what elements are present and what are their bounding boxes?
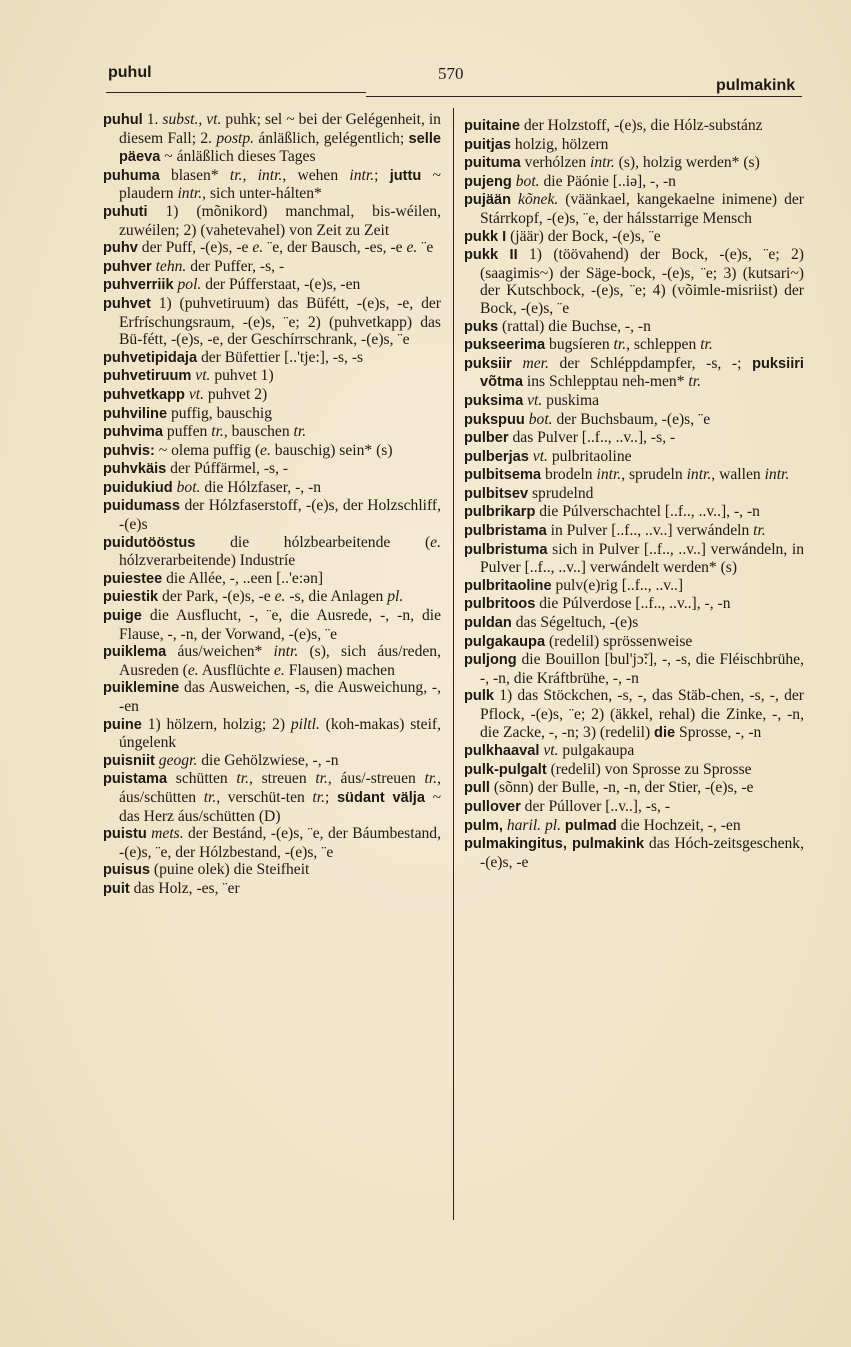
- entry-headword: puidukiud: [103, 479, 173, 496]
- entry-text: , wehen: [282, 166, 350, 184]
- entry-label: tr.: [211, 423, 224, 441]
- entry-text: , schleppen: [626, 336, 701, 354]
- entry-text: hólzverarbeitende) Industríe: [119, 552, 296, 570]
- dictionary-entry: [464, 817, 804, 836]
- entry-text: 1) (töövahend) der Bock, -(e)s, ¨e; 2) (saagimis~) der Säge-bock, -(e)s, ¨e; 3) (kutsari~) der Kutschbock, -(e)s, ¨e; 4) (võimle-misriist) der Bock, -(e)s, ¨e: [480, 246, 804, 317]
- dictionary-entry: [464, 154, 804, 173]
- entry-label: tr.: [613, 336, 627, 354]
- entry-text: die Hólzfaser, -, -n: [200, 478, 322, 496]
- dictionary-entry: [103, 276, 441, 295]
- entry-headword: pulkhaaval: [464, 743, 540, 760]
- entry-headword: puiklemine: [103, 680, 180, 697]
- entry-text: -s, die Anlagen: [285, 588, 388, 606]
- dictionary-entry: [103, 167, 441, 203]
- entry-text: sprudelnd: [528, 484, 594, 502]
- entry-text: , áus/schütten: [119, 770, 441, 806]
- entry-label: e.: [406, 239, 418, 257]
- dictionary-entry: [464, 191, 804, 227]
- entry-headword: puhvkäis: [103, 461, 167, 478]
- entry-headword: puisniit: [103, 752, 155, 769]
- dictionary-entry: [464, 448, 804, 467]
- left-column: [103, 111, 441, 899]
- entry-headword: pulmakingitus, pulmakink: [464, 836, 645, 853]
- entry-text: puhvet 2): [203, 385, 268, 403]
- dictionary-entry: [464, 429, 804, 448]
- entry-headword: pujeng: [464, 173, 512, 190]
- entry-text: ~ olema puffig (: [154, 441, 261, 459]
- entry-text: ~ das Herz áus/schütten (D): [119, 788, 442, 825]
- dictionary-entry: [464, 614, 804, 633]
- entry-headword: puiestik: [103, 589, 159, 606]
- entry-text: das Hóch-zeitsgeschenk, -(e)s, -e: [480, 835, 804, 871]
- entry-headword: puisus: [103, 862, 151, 879]
- entry-label: vt.: [195, 367, 211, 385]
- entry-headword: pulgakaupa: [464, 633, 546, 650]
- dictionary-entry: [103, 349, 441, 368]
- dictionary-entry: [103, 442, 441, 461]
- entry-label: tr.: [236, 770, 249, 788]
- dictionary-entry: [464, 798, 804, 817]
- entry-text: die Púlverschachtel [..f.., ..v..], -, -n: [535, 503, 760, 521]
- entry-text: der Park, -(e)s, -e: [158, 588, 275, 606]
- entry-label: e.: [274, 588, 286, 606]
- entry-text: (väänkael, kangekaelne inimene) der Stárrkopf, -(e)s, ¨e, der hálsstarrige Mensch: [480, 191, 804, 227]
- entry-text: Sprosse, -, -n: [675, 723, 762, 741]
- dictionary-entry: [464, 485, 804, 504]
- entry-headword: pulk-pulgalt: [464, 761, 547, 778]
- entry-label: postp.: [216, 129, 255, 147]
- dictionary-entry: [103, 643, 441, 679]
- entry-text: (jäär) der Bock, -(e)s, ¨e: [506, 227, 661, 245]
- entry-headword: puks: [464, 318, 499, 335]
- entry-label: tr.: [312, 788, 325, 806]
- entry-text: der Puffer, -s, -: [186, 257, 285, 275]
- entry-text: Ausflüchte: [198, 661, 275, 679]
- dictionary-entry: [464, 742, 804, 761]
- entry-text: die Ausflucht, -, ¨e, die Ausrede, -, -n, die Flause, -, -n, der Vorwand, -(e)s, ¨e: [119, 607, 441, 643]
- dictionary-entry: [103, 880, 441, 899]
- entry-headword: puidutööstus: [103, 534, 196, 551]
- entry-text: das Ségeltuch, -(e)s: [511, 614, 639, 632]
- dictionary-entry: [464, 687, 804, 742]
- dictionary-entry: [464, 503, 804, 522]
- entry-label: bot.: [528, 410, 553, 428]
- entry-label: tr.: [700, 336, 713, 354]
- dictionary-entry: [464, 522, 804, 541]
- entry-label: tr.: [203, 788, 217, 806]
- entry-text: , streuen: [249, 770, 316, 788]
- entry-text: in Pulver [..f.., ..v..] verwándeln: [546, 522, 754, 540]
- entry-headword: puiklema: [103, 644, 167, 661]
- entry-text: ¨e, der Bausch, -es, -e: [263, 239, 407, 257]
- entry-headword: puhul: [103, 112, 143, 128]
- entry-text: puhvet 1): [210, 367, 274, 385]
- entry-headword: pulbristama: [464, 523, 547, 540]
- entry-text: (redelil) von Sprosse zu Sprosse: [546, 760, 752, 778]
- entry-text: der Puff, -(e)s, -e: [137, 239, 253, 257]
- entry-text: der Bestánd, -(e)s, ¨e, der Báumbestand, -(e)s, ¨e, der Hólzbestand, -(e)s, ¨e: [119, 825, 441, 861]
- dictionary-entry: [464, 779, 804, 798]
- entry-label: intr.: [596, 466, 622, 484]
- entry-text: pulv(e)rig [..f.., ..v..]: [551, 576, 684, 594]
- dictionary-entry: [464, 246, 804, 317]
- dictionary-entry: [103, 367, 441, 386]
- entry-text: der Púllover [..v..], -s, -: [520, 797, 671, 815]
- entry-headword: pulberjas: [464, 448, 529, 465]
- entry-headword: pulbritoos: [464, 596, 536, 613]
- entry-text: der Büfettier [..'tje:], -s, -s: [197, 348, 364, 366]
- dictionary-entry: [464, 835, 804, 871]
- entry-headword: puhvet: [103, 295, 151, 312]
- entry-text: ~ plaudern: [119, 166, 441, 203]
- dictionary-entry: [464, 651, 804, 687]
- dictionary-entry: [103, 479, 441, 498]
- dictionary-entry: [103, 607, 441, 643]
- dictionary-entry: [103, 752, 441, 771]
- entry-label: mer.: [522, 354, 549, 372]
- dictionary-entry: [103, 405, 441, 424]
- entry-label: vt.: [543, 742, 559, 760]
- entry-label: geogr.: [158, 751, 198, 769]
- entry-label: e.: [260, 441, 271, 459]
- dictionary-entry: [103, 295, 441, 349]
- entry-headword: puksima: [464, 392, 524, 409]
- entry-label: tr.: [293, 423, 307, 441]
- entry-phrase: pulmad: [564, 817, 617, 834]
- entry-headword: puhvetkapp: [103, 386, 185, 403]
- entry-text: das Pulver [..f.., ..v..], -s, -: [508, 429, 676, 447]
- header-left-guide-word: puhul: [108, 64, 152, 81]
- entry-headword: pukk II: [464, 247, 518, 264]
- entry-headword: puhvis:: [103, 442, 155, 459]
- entry-headword: pulm,: [464, 817, 503, 834]
- entry-headword: pukk I: [464, 228, 507, 245]
- entry-text: das Holz, -es, ¨er: [129, 879, 240, 897]
- dictionary-entry: [464, 466, 804, 485]
- entry-headword: puidumass: [103, 498, 181, 515]
- entry-text: verhólzen: [520, 154, 591, 172]
- entry-text: ins Schlepptau neh-men*: [522, 373, 689, 391]
- entry-headword: pulbitsev: [464, 485, 529, 502]
- entry-text: die hólzbearbeitende (: [195, 533, 431, 551]
- dictionary-entry: [464, 761, 804, 780]
- dictionary-entry: [464, 411, 804, 430]
- entry-text: , wallen: [711, 466, 765, 484]
- dictionary-entry: [103, 258, 441, 277]
- entry-label: tr.: [688, 373, 701, 391]
- entry-text: die Gehölzwiese, -, -n: [197, 751, 339, 769]
- entry-text: der Púffärmel, -s, -: [166, 460, 289, 478]
- entry-text: (s), holzig werden* (s): [614, 154, 760, 172]
- entry-text: der Hólzfaserstoff, -(e)s, der Holzschliff, -(e)s: [119, 497, 441, 534]
- entry-headword: puljong: [464, 652, 517, 669]
- dictionary-entry: [464, 355, 804, 392]
- entry-text: ánläßlich, gelégentlich;: [254, 129, 409, 147]
- entry-label: intr.: [349, 166, 375, 184]
- entry-label: bot.: [515, 172, 540, 190]
- entry-label: intr.: [273, 643, 299, 661]
- entry-text: der Púfferstaat, -(e)s, -en: [201, 276, 361, 294]
- entry-text: (s), sich áus/reden, Ausreden (: [119, 643, 441, 679]
- entry-text: 1) hölzern, holzig; 2): [141, 715, 291, 733]
- dictionary-entry: [103, 716, 441, 752]
- entry-label: pl.: [387, 588, 404, 606]
- entry-phrase: võtma: [480, 374, 523, 391]
- entry-phrase: die: [654, 724, 676, 741]
- entry-text: (redelil) sprössenweise: [545, 632, 693, 650]
- entry-text: die Hochzeit, -, -en: [616, 816, 741, 834]
- entry-text: bauschig) sein* (s): [270, 441, 393, 459]
- dictionary-entry: [103, 497, 441, 533]
- entry-text: ¨e: [417, 239, 434, 257]
- entry-text: pulgakaupa: [558, 742, 635, 760]
- entry-headword: pukspuu: [464, 411, 525, 428]
- column-divider: [453, 108, 454, 1220]
- entry-text: sich in Pulver [..f.., ..v..] verwándeln, in Pulver [..f.., ..v..] verwándelt werden* (s): [480, 540, 804, 577]
- entry-text: ;: [325, 788, 337, 806]
- entry-text: 1) (puhvetiruum) das Büfétt, -(e)s, -e, der Erfríschungsraum, -(e)s, ¨e; 2) (puhvetkapp) das Bü-fétt, -(e)s, -e, der Geschírrschrank, -(e)s, ¨e: [119, 294, 441, 349]
- entry-headword: pullover: [464, 798, 521, 815]
- entry-label: tehn.: [155, 257, 187, 275]
- entry-label: intr.: [764, 466, 790, 484]
- entry-label: e.: [187, 661, 199, 679]
- entry-text: Flausen) machen: [284, 661, 395, 679]
- right-column: [464, 117, 804, 871]
- entry-headword: puksiir: [464, 355, 512, 372]
- entry-text: [512, 355, 523, 372]
- entry-headword: puhverriik: [103, 277, 174, 294]
- entry-headword: pulber: [464, 430, 509, 447]
- entry-headword: pull: [464, 780, 490, 797]
- entry-headword: puhuma: [103, 167, 160, 184]
- entry-text: 1) das Stöckchen, -s, -, das Stäb-chen, -s, -, der Pflock, -(e)s, ¨e; 2) (äkkel, rehal) die Zinke, -, -n, die Zacke, -, -n; 3) (redelil): [480, 687, 804, 741]
- entry-headword: pulbrikarp: [464, 504, 536, 521]
- header-rule-left: [106, 92, 366, 93]
- entry-headword: puhver: [103, 258, 152, 275]
- dictionary-entry: [103, 460, 441, 479]
- entry-text: bugsíeren: [545, 336, 614, 354]
- dictionary-entry: [464, 392, 804, 411]
- entry-text: blasen*: [159, 166, 230, 184]
- entry-label: mets.: [151, 825, 184, 843]
- entry-label: pol.: [177, 276, 202, 294]
- entry-headword: pujään: [464, 192, 512, 209]
- entry-text: áus/weichen*: [166, 643, 274, 661]
- entry-text: , verschüt-ten: [216, 788, 313, 806]
- entry-text: holzig, hölzern: [511, 135, 609, 153]
- dictionary-entry: [464, 318, 804, 337]
- dictionary-entry: [103, 570, 441, 589]
- entry-label: intr.: [686, 466, 712, 484]
- entry-text: ~ ánläßlich dieses Tages: [160, 148, 316, 166]
- entry-text: puffen: [163, 423, 212, 441]
- entry-text: puskima: [542, 391, 600, 409]
- entry-text: die Päónie [..iə], -, -n: [539, 172, 676, 190]
- entry-label: piltl.: [290, 715, 320, 733]
- page-number: 570: [438, 64, 464, 83]
- entry-text: , bauschen: [223, 423, 294, 441]
- entry-text: der Holzstoff, -(e)s, die Hólz-substánz: [519, 117, 763, 134]
- dictionary-entry: [464, 117, 804, 136]
- entry-label: e.: [252, 239, 264, 257]
- entry-headword: puistama: [103, 771, 168, 788]
- entry-text: ;: [374, 166, 390, 184]
- entry-label: intr.: [590, 154, 615, 172]
- entry-label: haril. pl.: [506, 816, 561, 834]
- entry-headword: puhviline: [103, 405, 168, 422]
- dictionary-entry: [464, 136, 804, 155]
- entry-text: (puine olek) die Steifheit: [150, 861, 310, 879]
- entry-phrase: selle päeva: [119, 130, 442, 166]
- dictionary-entry: [464, 336, 804, 355]
- dictionary-entry: [103, 825, 441, 861]
- dictionary-entry: [103, 534, 441, 570]
- header-right-guide-word: pulmakink: [716, 77, 796, 94]
- dictionary-entry: [103, 588, 441, 607]
- entry-text: puffig, bauschig: [167, 404, 273, 422]
- entry-headword: puige: [103, 608, 142, 625]
- entry-headword: puhvima: [103, 424, 164, 441]
- entry-headword: puituma: [464, 155, 521, 172]
- entry-label: tr., intr.: [229, 166, 283, 184]
- entry-text: der Schléppdampfer, -s, -;: [548, 354, 753, 372]
- dictionary-entry: [103, 203, 441, 239]
- dictionary-entry: [464, 173, 804, 192]
- entry-headword: puitaine: [464, 118, 520, 134]
- entry-phrase: südant välja: [336, 789, 425, 806]
- entry-label: subst., vt.: [162, 111, 222, 128]
- entry-label: tr.: [315, 770, 328, 788]
- entry-text: 1.: [142, 111, 163, 128]
- entry-text: pulbritaoline: [547, 447, 632, 465]
- entry-headword: puitjas: [464, 136, 512, 153]
- entry-headword: pulk: [464, 688, 494, 705]
- entry-text: , sich unter-hálten*: [202, 185, 322, 203]
- entry-text: die Púlverdose [..f.., ..v..], -, -n: [535, 595, 731, 613]
- entry-label: bot.: [176, 478, 201, 496]
- entry-headword: puhvetipidaja: [103, 349, 198, 366]
- entry-label: e.: [274, 661, 285, 679]
- entry-label: intr.: [177, 185, 203, 203]
- header-rule-right: [366, 96, 802, 97]
- entry-text: das Ausweichen, -s, die Ausweichung, -, -en: [119, 679, 441, 715]
- entry-text: (sõnn) der Bulle, -n, -n, der Stier, -(e)s, -e: [489, 779, 754, 797]
- dictionary-entry: [103, 861, 441, 880]
- entry-text: , áus/-streuen: [327, 770, 425, 788]
- dictionary-entry: [103, 770, 441, 825]
- entry-text: die Alléе, -, ..een [..'e:ən]: [162, 569, 324, 587]
- entry-text: 1) (mõnikord) manchmal, bis-wéilen, zuwéilen; 2) (vahetevahel) von Zeit zu Zeit: [119, 202, 441, 239]
- entry-text: der Buchsbaum, -(e)s, ¨e: [552, 410, 711, 428]
- entry-text: schütten: [167, 770, 237, 788]
- dictionary-entry: [103, 386, 441, 405]
- entry-headword: pulbitsema: [464, 467, 542, 484]
- entry-headword: pulbristuma: [464, 541, 548, 558]
- entry-headword: pukseerima: [464, 337, 546, 354]
- entry-headword: puldan: [464, 615, 512, 632]
- entry-text: [511, 191, 518, 208]
- dictionary-entry: [103, 679, 441, 715]
- entry-text: (koh-makas) steif, úngelenk: [119, 715, 441, 752]
- dictionary-entry: [103, 111, 441, 167]
- dictionary-entry: [464, 595, 804, 614]
- entry-label: e.: [430, 533, 441, 551]
- dictionary-entry: [464, 633, 804, 652]
- entry-phrase: puksiiri: [752, 355, 804, 372]
- entry-text: , sprudeln: [621, 466, 687, 484]
- dictionary-entry: [464, 541, 804, 577]
- entry-headword: puiestee: [103, 570, 163, 587]
- entry-headword: puhvetiruum: [103, 368, 192, 385]
- entry-label: tr.: [424, 770, 438, 788]
- entry-headword: puistu: [103, 826, 147, 843]
- entry-label: vt.: [188, 385, 204, 403]
- entry-phrase: juttu: [389, 167, 422, 184]
- entry-label: vt.: [532, 447, 548, 465]
- entry-text: (rattal) die Buchse, -, -n: [498, 317, 651, 335]
- entry-headword: puine: [103, 716, 142, 733]
- entry-headword: puhuti: [103, 203, 148, 220]
- entry-label: vt.: [527, 391, 543, 409]
- entry-text: brodeln: [541, 466, 597, 484]
- entry-headword: puhv: [103, 240, 138, 257]
- entry-label: tr.: [753, 522, 766, 540]
- entry-label: kõnek.: [518, 191, 559, 209]
- dictionary-entry: [464, 228, 804, 247]
- entry-headword: pulbritaoline: [464, 577, 552, 594]
- dictionary-entry: [103, 239, 441, 258]
- entry-text: puhk; sel ~ bei der Gelégenheit, in diesem Fall; 2.: [119, 111, 441, 147]
- dictionary-entry: [103, 423, 441, 442]
- entry-text: die Bouillon [bul'jɔ̃:], -, -s, die Fléischbrühe, -, -n, die Kráftbrühe, -, -n: [480, 651, 804, 687]
- entry-headword: puit: [103, 880, 130, 897]
- dictionary-entry: [464, 577, 804, 596]
